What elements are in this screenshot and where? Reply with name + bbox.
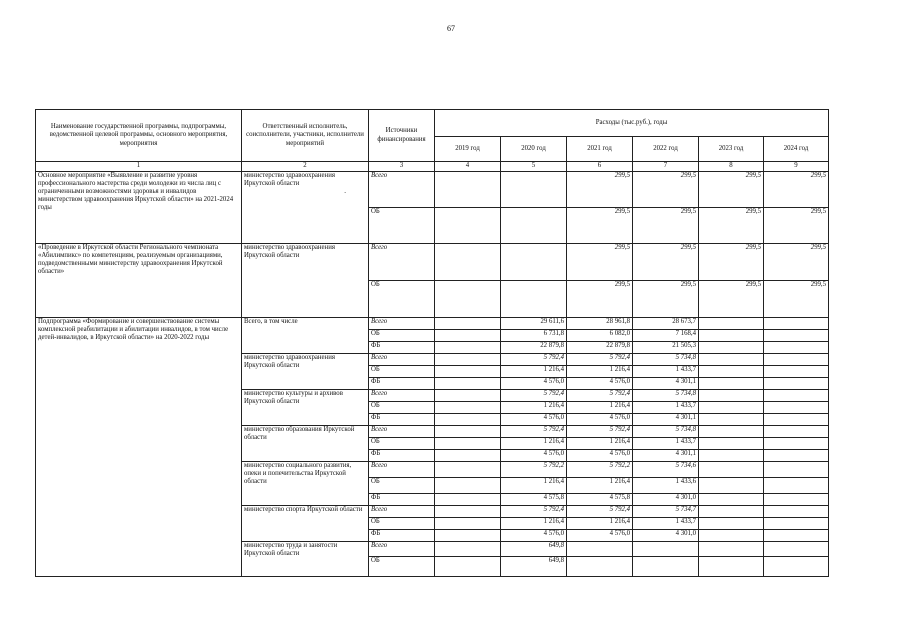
- value-cell: [764, 390, 829, 402]
- value-cell: [699, 518, 764, 530]
- value-cell: 5 734,6: [633, 462, 699, 478]
- value-cell: [435, 378, 501, 390]
- value-cell: 4 301,0: [633, 494, 699, 506]
- value-cell: [435, 542, 501, 557]
- value-cell: 299,5: [699, 172, 764, 208]
- header-year: 2021 год: [567, 137, 633, 162]
- value-cell: 299,5: [764, 208, 829, 244]
- value-cell: [764, 426, 829, 438]
- executor-cell: министерство здравоохранения Иркутской области: [242, 354, 369, 390]
- table-row: [36, 172, 829, 208]
- value-cell: [764, 342, 829, 354]
- value-cell: [764, 318, 829, 330]
- value-cell: [435, 390, 501, 402]
- executor-cell: министерство здравоохранения Иркутской области: [242, 172, 369, 244]
- source-cell: ФБ: [369, 342, 435, 354]
- value-cell: 299,5: [567, 244, 633, 281]
- value-cell: 299,5: [567, 172, 633, 208]
- value-cell: 4 576,0: [567, 414, 633, 426]
- value-cell: 7 168,4: [633, 330, 699, 342]
- table-body: [36, 162, 829, 577]
- header-year: 2019 год: [435, 137, 501, 162]
- source-cell: Всего: [369, 172, 435, 208]
- value-cell: [435, 530, 501, 542]
- value-cell: 1 216,4: [567, 438, 633, 450]
- value-cell: [435, 172, 501, 208]
- value-cell: [699, 390, 764, 402]
- value-cell: [435, 518, 501, 530]
- value-cell: 28 673,7: [633, 318, 699, 330]
- value-cell: [501, 172, 567, 208]
- value-cell: 5 792,4: [501, 506, 567, 518]
- value-cell: 1 216,4: [567, 518, 633, 530]
- executor-cell: министерство спорта Иркутской области: [242, 506, 369, 542]
- value-cell: [699, 438, 764, 450]
- value-cell: [699, 366, 764, 378]
- value-cell: 1 433,7: [633, 438, 699, 450]
- source-cell: ОБ: [369, 557, 435, 577]
- header-name: Наименование государственной программы, подпрограммы, ведомственной целевой программы, основного мероприятия, мероприятия: [36, 110, 242, 162]
- value-cell: 1 216,4: [567, 478, 633, 494]
- value-cell: [699, 557, 764, 577]
- value-cell: 1 216,4: [501, 366, 567, 378]
- table-row: [36, 244, 829, 281]
- value-cell: [435, 318, 501, 330]
- value-cell: [764, 354, 829, 366]
- value-cell: 28 961,8: [567, 318, 633, 330]
- value-cell: [435, 557, 501, 577]
- value-cell: 4 576,0: [567, 450, 633, 462]
- value-cell: 5 734,7: [633, 506, 699, 518]
- value-cell: [699, 414, 764, 426]
- value-cell: 4 575,8: [501, 494, 567, 506]
- value-cell: 1 216,4: [501, 478, 567, 494]
- value-cell: 4 301,1: [633, 378, 699, 390]
- value-cell: [435, 354, 501, 366]
- value-cell: [435, 330, 501, 342]
- value-cell: 5 792,4: [501, 426, 567, 438]
- value-cell: [764, 438, 829, 450]
- value-cell: [699, 450, 764, 462]
- value-cell: [764, 366, 829, 378]
- value-cell: [764, 450, 829, 462]
- value-cell: 21 505,3: [633, 342, 699, 354]
- value-cell: 299,5: [633, 281, 699, 318]
- value-cell: [764, 542, 829, 557]
- value-cell: [699, 478, 764, 494]
- source-cell: Всего: [369, 462, 435, 478]
- column-number: 4: [435, 162, 501, 172]
- value-cell: [501, 208, 567, 244]
- value-cell: 5 792,2: [501, 462, 567, 478]
- value-cell: 4 301,0: [633, 530, 699, 542]
- value-cell: [435, 426, 501, 438]
- header-year: 2024 год: [764, 137, 829, 162]
- value-cell: 299,5: [633, 208, 699, 244]
- source-cell: Всего: [369, 244, 435, 281]
- source-cell: Всего: [369, 542, 435, 557]
- value-cell: [435, 366, 501, 378]
- activity-name: Основное мероприятие «Выявление и развитие уровня профессионального мастерства среди молодежи из числа лиц с ограниченными возможностями здоровья и инвалидов министерством здравоохранения Иркутской области» на 2021-2024 годы: [36, 172, 242, 244]
- value-cell: 299,5: [764, 281, 829, 318]
- value-cell: 4 576,0: [501, 530, 567, 542]
- value-cell: 299,5: [699, 281, 764, 318]
- value-cell: [699, 542, 764, 557]
- source-cell: Всего: [369, 506, 435, 518]
- column-number: 2: [242, 162, 369, 172]
- source-cell: ОБ: [369, 281, 435, 318]
- value-cell: 1 216,4: [501, 518, 567, 530]
- value-cell: [435, 450, 501, 462]
- activity-name: «Проведение в Иркутской области Регионального чемпионата «Абилимпикс» по компетенциям, реализуемым организациями, подведомственными министерству здравоохранения Иркутской области»: [36, 244, 242, 318]
- value-cell: 6 731,8: [501, 330, 567, 342]
- header-year: 2020 год: [501, 137, 567, 162]
- source-cell: ФБ: [369, 414, 435, 426]
- value-cell: 4 576,0: [501, 450, 567, 462]
- value-cell: 5 792,4: [567, 354, 633, 366]
- value-cell: [435, 208, 501, 244]
- value-cell: [435, 494, 501, 506]
- value-cell: [764, 414, 829, 426]
- value-cell: 299,5: [633, 172, 699, 208]
- column-number: 6: [567, 162, 633, 172]
- value-cell: 649,8: [501, 542, 567, 557]
- scan-mark: `: [344, 191, 347, 199]
- value-cell: 6 082,0: [567, 330, 633, 342]
- column-number: 7: [633, 162, 699, 172]
- value-cell: [699, 494, 764, 506]
- source-cell: ФБ: [369, 450, 435, 462]
- budget-table: [35, 109, 829, 577]
- value-cell: [699, 530, 764, 542]
- executor-cell: министерство образования Иркутской области: [242, 426, 369, 462]
- value-cell: [435, 402, 501, 414]
- value-cell: 5 792,4: [501, 390, 567, 402]
- source-cell: ОБ: [369, 438, 435, 450]
- value-cell: [764, 462, 829, 478]
- value-cell: 649,8: [501, 557, 567, 577]
- value-cell: [764, 478, 829, 494]
- value-cell: 299,5: [699, 244, 764, 281]
- column-number-row: [36, 162, 829, 172]
- value-cell: [699, 318, 764, 330]
- value-cell: 1 216,4: [567, 366, 633, 378]
- executor-cell: министерство здравоохранения Иркутской области: [242, 244, 369, 318]
- executor-cell: министерство труда и занятости Иркутской области: [242, 542, 369, 577]
- value-cell: 4 301,1: [633, 414, 699, 426]
- source-cell: ОБ: [369, 518, 435, 530]
- value-cell: 5 734,8: [633, 354, 699, 366]
- value-cell: 5 734,8: [633, 426, 699, 438]
- source-cell: ФБ: [369, 530, 435, 542]
- value-cell: [567, 557, 633, 577]
- value-cell: 4 301,1: [633, 450, 699, 462]
- value-cell: 1 216,4: [501, 402, 567, 414]
- executor-cell: министерство социального развития, опеки и попечительства Иркутской области: [242, 462, 369, 506]
- value-cell: [764, 506, 829, 518]
- value-cell: 4 576,0: [501, 414, 567, 426]
- value-cell: 299,5: [567, 281, 633, 318]
- value-cell: [764, 557, 829, 577]
- column-number: 8: [699, 162, 764, 172]
- page-number: 67: [447, 24, 455, 33]
- source-cell: Всего: [369, 318, 435, 330]
- source-cell: ОБ: [369, 478, 435, 494]
- value-cell: 4 576,0: [567, 378, 633, 390]
- value-cell: [764, 530, 829, 542]
- value-cell: 4 576,0: [567, 530, 633, 542]
- value-cell: 299,5: [764, 172, 829, 208]
- executor-cell: министерство культуры и архивов Иркутской области: [242, 390, 369, 426]
- value-cell: [699, 342, 764, 354]
- value-cell: [699, 354, 764, 366]
- value-cell: [764, 378, 829, 390]
- source-cell: ФБ: [369, 378, 435, 390]
- value-cell: 1 433,7: [633, 518, 699, 530]
- value-cell: [764, 518, 829, 530]
- value-cell: 1 433,7: [633, 366, 699, 378]
- column-number: 9: [764, 162, 829, 172]
- value-cell: [699, 378, 764, 390]
- value-cell: 299,5: [567, 208, 633, 244]
- value-cell: 1 433,6: [633, 478, 699, 494]
- value-cell: [435, 506, 501, 518]
- value-cell: [435, 244, 501, 281]
- header-executor: Ответственный исполнитель, соисполнители, участники, исполнители мероприятий: [242, 110, 369, 162]
- header-year: 2022 год: [633, 137, 699, 162]
- value-cell: 5 792,2: [567, 462, 633, 478]
- value-cell: 1 216,4: [501, 438, 567, 450]
- source-cell: Всего: [369, 390, 435, 402]
- value-cell: 22 879,8: [567, 342, 633, 354]
- source-cell: ФБ: [369, 494, 435, 506]
- value-cell: [764, 402, 829, 414]
- source-cell: Всего: [369, 354, 435, 366]
- value-cell: [435, 478, 501, 494]
- value-cell: [567, 542, 633, 557]
- value-cell: 1 216,4: [567, 402, 633, 414]
- source-cell: ОБ: [369, 330, 435, 342]
- value-cell: [764, 330, 829, 342]
- column-number: 1: [36, 162, 242, 172]
- value-cell: [435, 342, 501, 354]
- value-cell: 4 575,8: [567, 494, 633, 506]
- value-cell: [435, 281, 501, 318]
- value-cell: [764, 494, 829, 506]
- value-cell: 299,5: [699, 208, 764, 244]
- value-cell: [633, 542, 699, 557]
- source-cell: Всего: [369, 426, 435, 438]
- header-sources: Источники финансирования: [369, 110, 435, 162]
- column-number: 5: [501, 162, 567, 172]
- value-cell: [633, 557, 699, 577]
- value-cell: [435, 462, 501, 478]
- value-cell: 4 576,0: [501, 378, 567, 390]
- value-cell: 5 792,4: [567, 506, 633, 518]
- header-year: 2023 год: [699, 137, 764, 162]
- value-cell: [699, 506, 764, 518]
- value-cell: [699, 402, 764, 414]
- value-cell: [435, 438, 501, 450]
- value-cell: 1 433,7: [633, 402, 699, 414]
- value-cell: [699, 462, 764, 478]
- value-cell: [501, 281, 567, 318]
- value-cell: [699, 426, 764, 438]
- value-cell: 5 734,8: [633, 390, 699, 402]
- value-cell: [699, 330, 764, 342]
- value-cell: 299,5: [764, 244, 829, 281]
- value-cell: 299,5: [633, 244, 699, 281]
- table-row: [36, 318, 829, 330]
- value-cell: [501, 244, 567, 281]
- source-cell: ОБ: [369, 366, 435, 378]
- value-cell: 5 792,4: [567, 426, 633, 438]
- header-expenses: Расходы (тыс.руб.), годы: [435, 110, 829, 137]
- column-number: 3: [369, 162, 435, 172]
- value-cell: 22 879,8: [501, 342, 567, 354]
- source-cell: ОБ: [369, 208, 435, 244]
- executor-cell: Всего, в том числе: [242, 318, 369, 354]
- value-cell: 5 792,4: [501, 354, 567, 366]
- value-cell: [435, 414, 501, 426]
- subprogram-name: Подпрограмма «Формирование и совершенствование системы комплексной реабилитации и абилитации инвалидов, в том числе детей-инвалидов, в Иркутской области» на 2020-2022 годы: [36, 318, 242, 577]
- value-cell: 29 611,6: [501, 318, 567, 330]
- source-cell: ОБ: [369, 402, 435, 414]
- value-cell: 5 792,4: [567, 390, 633, 402]
